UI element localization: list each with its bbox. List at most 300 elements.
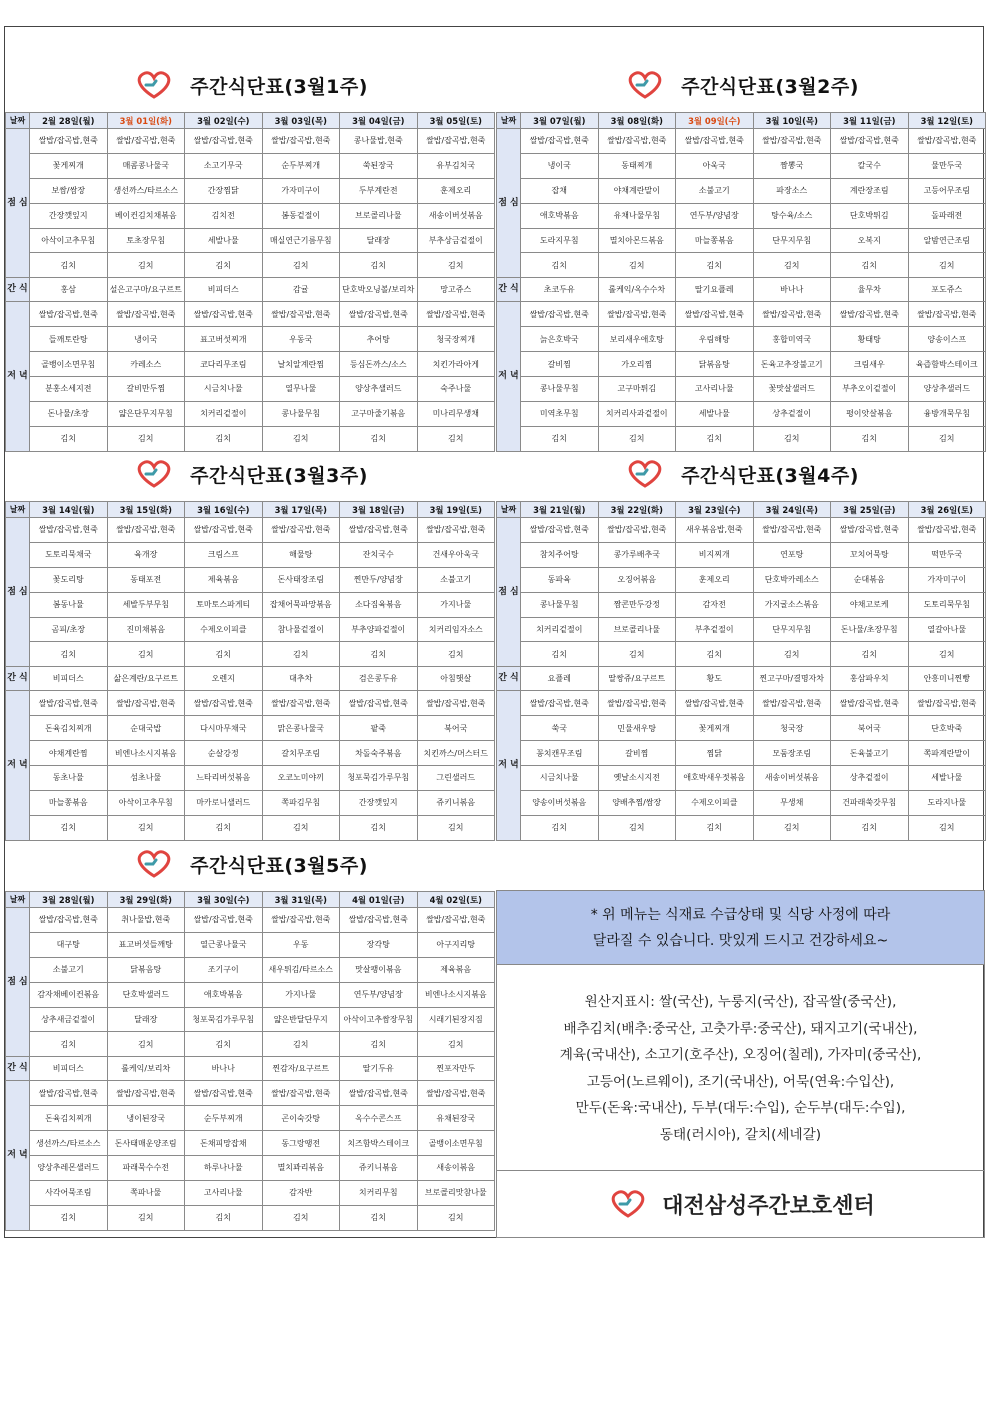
menu-cell: 포도쥬스 (908, 278, 986, 302)
menu-cell: 짬콘만두강정 (598, 592, 676, 617)
menu-cell: 안흥미니찐빵 (908, 667, 986, 691)
dinner-row (497, 716, 986, 741)
menu-cell: 단호박오닝볼/보리차 (340, 278, 418, 302)
menu-cell: 찜닭 (676, 741, 754, 766)
menu-cell: 비피더스 (30, 667, 108, 691)
menu-cell: 김치 (262, 642, 340, 667)
menu-cell: 김치 (908, 642, 986, 667)
menu-cell: 김치 (340, 1032, 418, 1057)
menu-cell: 파래묵수수전 (107, 1156, 185, 1181)
week-block (5, 58, 495, 452)
menu-cell: 쌀밥/잡곡밥,현죽 (598, 129, 676, 154)
day-header: 3월 25일(금) (831, 502, 909, 518)
menu-cell: 참치주어탕 (521, 542, 599, 567)
date-corner-label: 날짜 (6, 502, 30, 518)
menu-cell: 갈치무조림 (262, 741, 340, 766)
menu-cell: 쌀밥/잡곡밥,현죽 (598, 302, 676, 327)
menu-cell: 꽃게찌개 (30, 153, 108, 178)
menu-table (496, 112, 986, 452)
menu-cell: 브로콜리나물 (340, 203, 418, 228)
menu-cell: 차돌숙주볶음 (340, 741, 418, 766)
day-header: 3월 05일(토) (417, 113, 495, 129)
menu-cell: 얇은반달단무지 (262, 1007, 340, 1032)
date-header-row (6, 502, 495, 518)
menu-cell: 두부계란전 (340, 178, 418, 203)
dinner-row (497, 377, 986, 402)
menu-cell: 순살강정 (185, 741, 263, 766)
menu-cell: 순두부찌개 (262, 153, 340, 178)
menu-cell: 무생채 (753, 790, 831, 815)
menu-cell: 쌀밥/잡곡밥,현죽 (417, 1081, 495, 1106)
lunch-row (6, 153, 495, 178)
menu-cell: 쌀밥/잡곡밥,현죽 (521, 691, 599, 716)
menu-cell: 야채계란말이 (598, 178, 676, 203)
menu-cell: 매콤콩나물국 (107, 153, 185, 178)
menu-cell: 쌀밥/잡곡밥,현죽 (753, 518, 831, 543)
menu-cell: 양송이스프 (908, 327, 986, 352)
menu-cell: 가지나물 (262, 982, 340, 1007)
lunch-row (6, 1007, 495, 1032)
menu-cell: 김치 (185, 1205, 263, 1230)
menu-cell: 딸기두유 (340, 1057, 418, 1081)
menu-cell: 김치 (107, 426, 185, 451)
menu-cell: 홍삼 (30, 278, 108, 302)
menu-cell: 율무차 (831, 278, 909, 302)
dinner-row (6, 1180, 495, 1205)
menu-cell: 쌀밥/잡곡밥,현죽 (30, 691, 108, 716)
dinner-row (6, 790, 495, 815)
menu-cell: 고사리나물 (676, 377, 754, 402)
menu-cell: 쌀밥/잡곡밥,현죽 (107, 691, 185, 716)
menu-cell: 김치 (753, 815, 831, 840)
menu-cell: 토초장무침 (107, 228, 185, 253)
heart-check-logo-icon (623, 70, 667, 100)
menu-cell: 평이앗살볶음 (831, 401, 909, 426)
menu-cell: 쌀밥/잡곡밥,현죽 (262, 1081, 340, 1106)
menu-cell: 쌀밥/잡곡밥,현죽 (262, 908, 340, 933)
menu-cell: 콩나물무침 (521, 377, 599, 402)
menu-cell: 치커리임자소스 (417, 617, 495, 642)
menu-cell: 연포탕 (753, 542, 831, 567)
menu-cell: 쌀밥/잡곡밥,현죽 (417, 129, 495, 154)
menu-cell: 롤케익/보리차 (107, 1057, 185, 1081)
day-header: 3월 19일(토) (417, 502, 495, 518)
menu-cell: 토마토스파게티 (185, 592, 263, 617)
menu-cell: 오코노미야끼 (262, 766, 340, 791)
menu-cell: 취나물밥,현죽 (107, 908, 185, 933)
menu-cell: 쪽파나물 (107, 1180, 185, 1205)
menu-cell: 해물탕 (262, 542, 340, 567)
menu-cell: 맛살팽이볶음 (340, 957, 418, 982)
menu-cell: 김치 (262, 1205, 340, 1230)
menu-cell: 미역초무침 (521, 401, 599, 426)
menu-cell: 훈제오리 (417, 178, 495, 203)
lunch-row (6, 932, 495, 957)
menu-cell: 동초나물 (30, 766, 108, 791)
menu-cell: 육즙함박스테이크 (908, 352, 986, 377)
menu-cell: 김치 (340, 815, 418, 840)
menu-cell: 돈나물/초장 (30, 401, 108, 426)
menu-cell: 부추상금겉절이 (417, 228, 495, 253)
dinner-row (6, 1205, 495, 1230)
menu-cell: 부추양파겉절이 (340, 617, 418, 642)
date-corner-label: 날짜 (497, 113, 521, 129)
menu-cell: 김치 (521, 426, 599, 451)
menu-cell: 김치 (107, 642, 185, 667)
day-header: 4월 02일(토) (417, 892, 495, 908)
menu-cell: 북어국 (417, 716, 495, 741)
menu-cell: 찐감자/요구르트 (262, 1057, 340, 1081)
menu-cell: 김치 (417, 815, 495, 840)
menu-cell: 간장깻잎지 (30, 203, 108, 228)
snack-section-label: 간 식 (497, 667, 521, 691)
menu-cell: 수제오이피클 (185, 617, 263, 642)
lunch-row (6, 518, 495, 543)
menu-cell: 보리새우애호탕 (598, 327, 676, 352)
menu-cell: 김치 (908, 426, 986, 451)
dinner-section-label: 저 녁 (6, 691, 30, 840)
menu-cell: 고구마튀김 (598, 377, 676, 402)
menu-cell: 쌀밥/잡곡밥,현죽 (521, 129, 599, 154)
menu-cell: 쌀밥/잡곡밥,현죽 (30, 129, 108, 154)
menu-table (496, 501, 986, 841)
menu-cell: 김치 (598, 815, 676, 840)
menu-cell: 융방개묵무침 (908, 401, 986, 426)
menu-cell: 소불고기 (676, 178, 754, 203)
menu-cell: 쑥된장국 (340, 153, 418, 178)
menu-cell: 달래장 (107, 1007, 185, 1032)
origin-line: 계육(국내산), 소고기(호주산), 오징어(칠레), 가자미(중국산), (559, 1047, 922, 1064)
menu-cell: 돌파래전 (908, 203, 986, 228)
menu-table (5, 112, 495, 452)
menu-cell: 김치 (417, 426, 495, 451)
menu-cell: 꽃도리탕 (30, 567, 108, 592)
menu-cell: 코다리무조림 (185, 352, 263, 377)
week-title-text: 주간식단표(3월5주) (190, 854, 368, 877)
menu-cell: 옛날소시지전 (598, 766, 676, 791)
menu-cell: 감자채베이컨볶음 (30, 982, 108, 1007)
origin-line: 배추김치(배추:중국산, 고춧가루:중국산), 돼지고기(국내산), (563, 1020, 918, 1037)
menu-cell: 곤이숙갓탕 (262, 1106, 340, 1131)
dinner-row (6, 377, 495, 402)
menu-cell: 쌀밥/잡곡밥,현죽 (676, 129, 754, 154)
lunch-row (497, 542, 986, 567)
menu-cell: 하루나나물 (185, 1156, 263, 1181)
menu-cell: 쌀밥/잡곡밥,현죽 (107, 518, 185, 543)
menu-cell: 훈제오리 (676, 567, 754, 592)
menu-cell: 열무나물 (262, 377, 340, 402)
menu-cell: 맑은콩나물국 (262, 716, 340, 741)
menu-cell: 애호박볶음 (521, 203, 599, 228)
menu-cell: 추어탕 (340, 327, 418, 352)
menu-cell: 치커리겉절이 (185, 401, 263, 426)
menu-cell: 쌀밥/잡곡밥,현죽 (908, 518, 986, 543)
menu-cell: 진미채볶음 (107, 617, 185, 642)
lunch-row (497, 253, 986, 278)
day-header: 3월 04일(금) (340, 113, 418, 129)
date-corner-label: 날짜 (497, 502, 521, 518)
menu-cell: 김치 (262, 1032, 340, 1057)
menu-cell: 홍삼파우치 (831, 667, 909, 691)
menu-cell: 돈사태장조림 (262, 567, 340, 592)
menu-cell: 쥬키니볶음 (417, 790, 495, 815)
menu-cell: 롤케익/옥수수차 (598, 278, 676, 302)
heart-check-logo-icon (623, 459, 667, 489)
menu-cell: 냉이된장국 (107, 1106, 185, 1131)
menu-cell: 쌀밥/잡곡밥,현죽 (417, 518, 495, 543)
menu-cell: 곰피/초장 (30, 617, 108, 642)
week-block (5, 837, 495, 1231)
menu-cell: 갈비찜 (598, 741, 676, 766)
dinner-row (6, 1106, 495, 1131)
menu-cell: 김치 (598, 426, 676, 451)
menu-cell: 숙주나물 (417, 377, 495, 402)
menu-cell: 쌀밥/잡곡밥,현죽 (185, 691, 263, 716)
day-header: 3월 18일(금) (340, 502, 418, 518)
menu-cell: 꽃맛살샐러드 (753, 377, 831, 402)
menu-cell: 단호박카레소스 (753, 567, 831, 592)
menu-cell: 삶은계란/요구르트 (107, 667, 185, 691)
dinner-row (497, 815, 986, 840)
menu-cell: 꽃게찌개 (676, 716, 754, 741)
menu-cell: 검은콩두유 (340, 667, 418, 691)
menu-cell: 쪽파계란말이 (908, 741, 986, 766)
menu-cell: 소고기무국 (185, 153, 263, 178)
menu-cell: 단호박죽 (908, 716, 986, 741)
day-header: 4월 01일(금) (340, 892, 418, 908)
day-header: 3월 10일(목) (753, 113, 831, 129)
menu-cell: 고등어무조림 (908, 178, 986, 203)
menu-cell: 치커리사과겉절이 (598, 401, 676, 426)
menu-cell: 아삭이고추무침 (107, 790, 185, 815)
menu-cell: 세발나물 (185, 228, 263, 253)
dinner-section-label: 저 녁 (497, 691, 521, 840)
menu-cell: 늙은호박국 (521, 327, 599, 352)
menu-cell: 달래장 (340, 228, 418, 253)
menu-cell: 비엔나소시지볶음 (417, 982, 495, 1007)
dinner-row (497, 302, 986, 327)
lunch-row (6, 1032, 495, 1057)
menu-cell: 김치 (831, 253, 909, 278)
menu-cell: 치커리무침 (340, 1180, 418, 1205)
menu-cell: 청포묵김가루무침 (340, 766, 418, 791)
lunch-row (6, 228, 495, 253)
menu-cell: 쌀밥/잡곡밥,현죽 (107, 1081, 185, 1106)
week-title-text: 주간식단표(3월2주) (681, 75, 859, 98)
menu-cell: 쌀밥/잡곡밥,현죽 (340, 691, 418, 716)
menu-cell: 건새우아욱국 (417, 542, 495, 567)
menu-cell: 쌀밥/잡곡밥,현죽 (30, 518, 108, 543)
menu-cell: 김치 (340, 253, 418, 278)
menu-cell: 쌀밥/잡곡밥,현죽 (908, 129, 986, 154)
menu-cell: 세발두부무침 (107, 592, 185, 617)
day-header: 3월 15일(화) (107, 502, 185, 518)
menu-cell: 양상추샐러드 (340, 377, 418, 402)
dinner-row (6, 302, 495, 327)
menu-cell: 표고버섯찌개 (185, 327, 263, 352)
menu-cell: 소다짐육볶음 (340, 592, 418, 617)
menu-cell: 냉이국 (107, 327, 185, 352)
menu-cell: 카레소스 (107, 352, 185, 377)
menu-cell: 얇은단무지무침 (107, 401, 185, 426)
menu-cell: 순두부찌개 (185, 1106, 263, 1131)
menu-cell: 쌀밥/잡곡밥,현죽 (262, 302, 340, 327)
menu-cell: 쌀밥/잡곡밥,현죽 (831, 518, 909, 543)
menu-cell: 청국장찌개 (417, 327, 495, 352)
week-title (496, 447, 986, 501)
menu-cell: 비피더스 (30, 1057, 108, 1081)
menu-cell: 가지굴소스볶음 (753, 592, 831, 617)
menu-cell: 쌀밥/잡곡밥,현죽 (753, 691, 831, 716)
week-block (496, 447, 986, 841)
menu-cell: 아구지리탕 (417, 932, 495, 957)
notice-line: 달라질 수 있습니다. 맛있게 드시고 건강하세요~ (592, 932, 889, 949)
menu-cell: 새우볶음밥,현죽 (676, 518, 754, 543)
menu-cell: 쌀밥/잡곡밥,현죽 (831, 302, 909, 327)
menu-cell: 쌀밥/잡곡밥,현죽 (185, 1081, 263, 1106)
menu-cell: 쌀밥/잡곡밥,현죽 (521, 518, 599, 543)
lunch-row (6, 129, 495, 154)
menu-cell: 날치알계란찜 (262, 352, 340, 377)
menu-cell: 마카로니샐러드 (185, 790, 263, 815)
menu-table (5, 891, 495, 1231)
menu-cell: 김치 (185, 1032, 263, 1057)
menu-cell: 김치 (262, 815, 340, 840)
menu-cell: 쌀밥/잡곡밥,현죽 (676, 302, 754, 327)
menu-cell: 김치 (340, 1205, 418, 1230)
menu-cell: 쌀밥/잡곡밥,현죽 (417, 691, 495, 716)
day-header: 3월 16일(수) (185, 502, 263, 518)
menu-cell: 냉이국 (521, 153, 599, 178)
menu-cell: 새송이버섯볶음 (417, 203, 495, 228)
menu-cell: 미나리무생채 (417, 401, 495, 426)
menu-cell: 찐만두/양념장 (340, 567, 418, 592)
lunch-section-label: 점 심 (497, 518, 521, 667)
dinner-row (6, 1156, 495, 1181)
menu-cell: 아삭이고추무침 (30, 228, 108, 253)
menu-cell: 김치 (598, 253, 676, 278)
menu-cell: 민물새우탕 (598, 716, 676, 741)
notice-line: * 위 메뉴는 식재료 수급상태 및 식당 사정에 따라 (590, 906, 891, 923)
menu-cell: 김치 (30, 1205, 108, 1230)
menu-cell: 꼬치어묵탕 (831, 542, 909, 567)
menu-cell: 북어국 (831, 716, 909, 741)
menu-cell: 감자전 (676, 592, 754, 617)
lunch-row (497, 617, 986, 642)
menu-cell: 마늘쫑볶음 (676, 228, 754, 253)
menu-cell: 브로콜리나물 (598, 617, 676, 642)
menu-cell: 양배추찜/쌈장 (598, 790, 676, 815)
week-block (496, 58, 986, 452)
menu-cell: 갈비찜 (521, 352, 599, 377)
center-name: 대전삼성주간보호센터 (662, 1193, 875, 1219)
lunch-row (497, 567, 986, 592)
menu-cell: 김치 (30, 642, 108, 667)
menu-cell: 그린샐러드 (417, 766, 495, 791)
menu-cell: 갈비만두찜 (107, 377, 185, 402)
menu-cell: 가오리찜 (598, 352, 676, 377)
menu-cell: 바나나 (185, 1057, 263, 1081)
menu-cell: 쥬키니볶음 (340, 1156, 418, 1181)
menu-cell: 찐고구마/결명자차 (753, 667, 831, 691)
day-header: 3월 23일(수) (676, 502, 754, 518)
menu-cell: 쌀밥/잡곡밥,현죽 (262, 518, 340, 543)
menu-cell: 동태찌개 (598, 153, 676, 178)
menu-cell: 도토리묵채국 (30, 542, 108, 567)
snack-section-label: 간 식 (6, 667, 30, 691)
menu-cell: 쌀밥/잡곡밥,현죽 (598, 691, 676, 716)
dinner-row (497, 327, 986, 352)
heart-check-logo-icon (132, 849, 176, 879)
menu-cell: 김치 (753, 642, 831, 667)
menu-cell: 홍합미역국 (753, 327, 831, 352)
menu-cell: 콩나물무침 (262, 401, 340, 426)
snack-row (497, 667, 986, 691)
menu-cell: 양상추샐러드 (908, 377, 986, 402)
origin-line: 원산지표시: 쌀(국산), 누룽지(국산), 잡곡쌀(중국산), (584, 994, 897, 1010)
menu-cell: 상추겉절이 (831, 766, 909, 791)
menu-cell: 짬뽕국 (753, 153, 831, 178)
menu-cell: 대구탕 (30, 932, 108, 957)
menu-cell: 야채계란찜 (30, 741, 108, 766)
menu-cell: 잡채어묵파망볶음 (262, 592, 340, 617)
menu-cell: 비엔나소시지볶음 (107, 741, 185, 766)
dinner-row (497, 741, 986, 766)
dinner-row (6, 1081, 495, 1106)
menu-cell: 황도 (676, 667, 754, 691)
menu-cell: 멸치꽈리볶음 (262, 1156, 340, 1181)
dinner-row (6, 1131, 495, 1156)
menu-cell: 우림해탕 (676, 327, 754, 352)
menu-cell: 김치 (107, 815, 185, 840)
menu-cell: 김치 (417, 642, 495, 667)
dinner-row (6, 691, 495, 716)
menu-cell: 모둠장조림 (753, 741, 831, 766)
menu-cell: 멸치아몬드볶음 (598, 228, 676, 253)
menu-cell: 쌀밥/잡곡밥,현죽 (30, 1081, 108, 1106)
menu-cell: 쑥국 (521, 716, 599, 741)
menu-cell: 세발나물 (908, 766, 986, 791)
snack-row (6, 1057, 495, 1081)
menu-cell: 쌀밥/잡곡밥,현죽 (521, 302, 599, 327)
dinner-row (6, 401, 495, 426)
info-panel (496, 890, 985, 1238)
menu-cell: 베이컨김치채볶음 (107, 203, 185, 228)
menu-cell: 수제오이피클 (676, 790, 754, 815)
date-corner-label: 날짜 (6, 892, 30, 908)
menu-cell: 쌀밥/잡곡밥,현죽 (107, 129, 185, 154)
menu-cell: 새우튀김/타르소스 (262, 957, 340, 982)
menu-cell: 소불고기 (30, 957, 108, 982)
origin-label-box (497, 965, 984, 1171)
menu-cell: 크림스프 (185, 542, 263, 567)
week-title-text: 주간식단표(3월4주) (681, 464, 859, 487)
menu-cell: 딸쌍쥬/요구르트 (598, 667, 676, 691)
menu-cell: 닭볶음탕 (676, 352, 754, 377)
menu-cell: 조기구이 (185, 957, 263, 982)
week-title-text: 주간식단표(3월1주) (190, 75, 368, 98)
menu-cell: 돈육고추장불고기 (753, 352, 831, 377)
menu-cell: 쌀밥/잡곡밥,현죽 (417, 908, 495, 933)
day-header: 3월 21일(월) (521, 502, 599, 518)
menu-cell: 김치 (262, 426, 340, 451)
menu-cell: 순대볶음 (831, 567, 909, 592)
lunch-row (6, 642, 495, 667)
menu-cell: 김치 (185, 642, 263, 667)
menu-cell: 콩나물무침 (521, 592, 599, 617)
snack-row (6, 667, 495, 691)
day-header: 3월 26일(토) (908, 502, 986, 518)
